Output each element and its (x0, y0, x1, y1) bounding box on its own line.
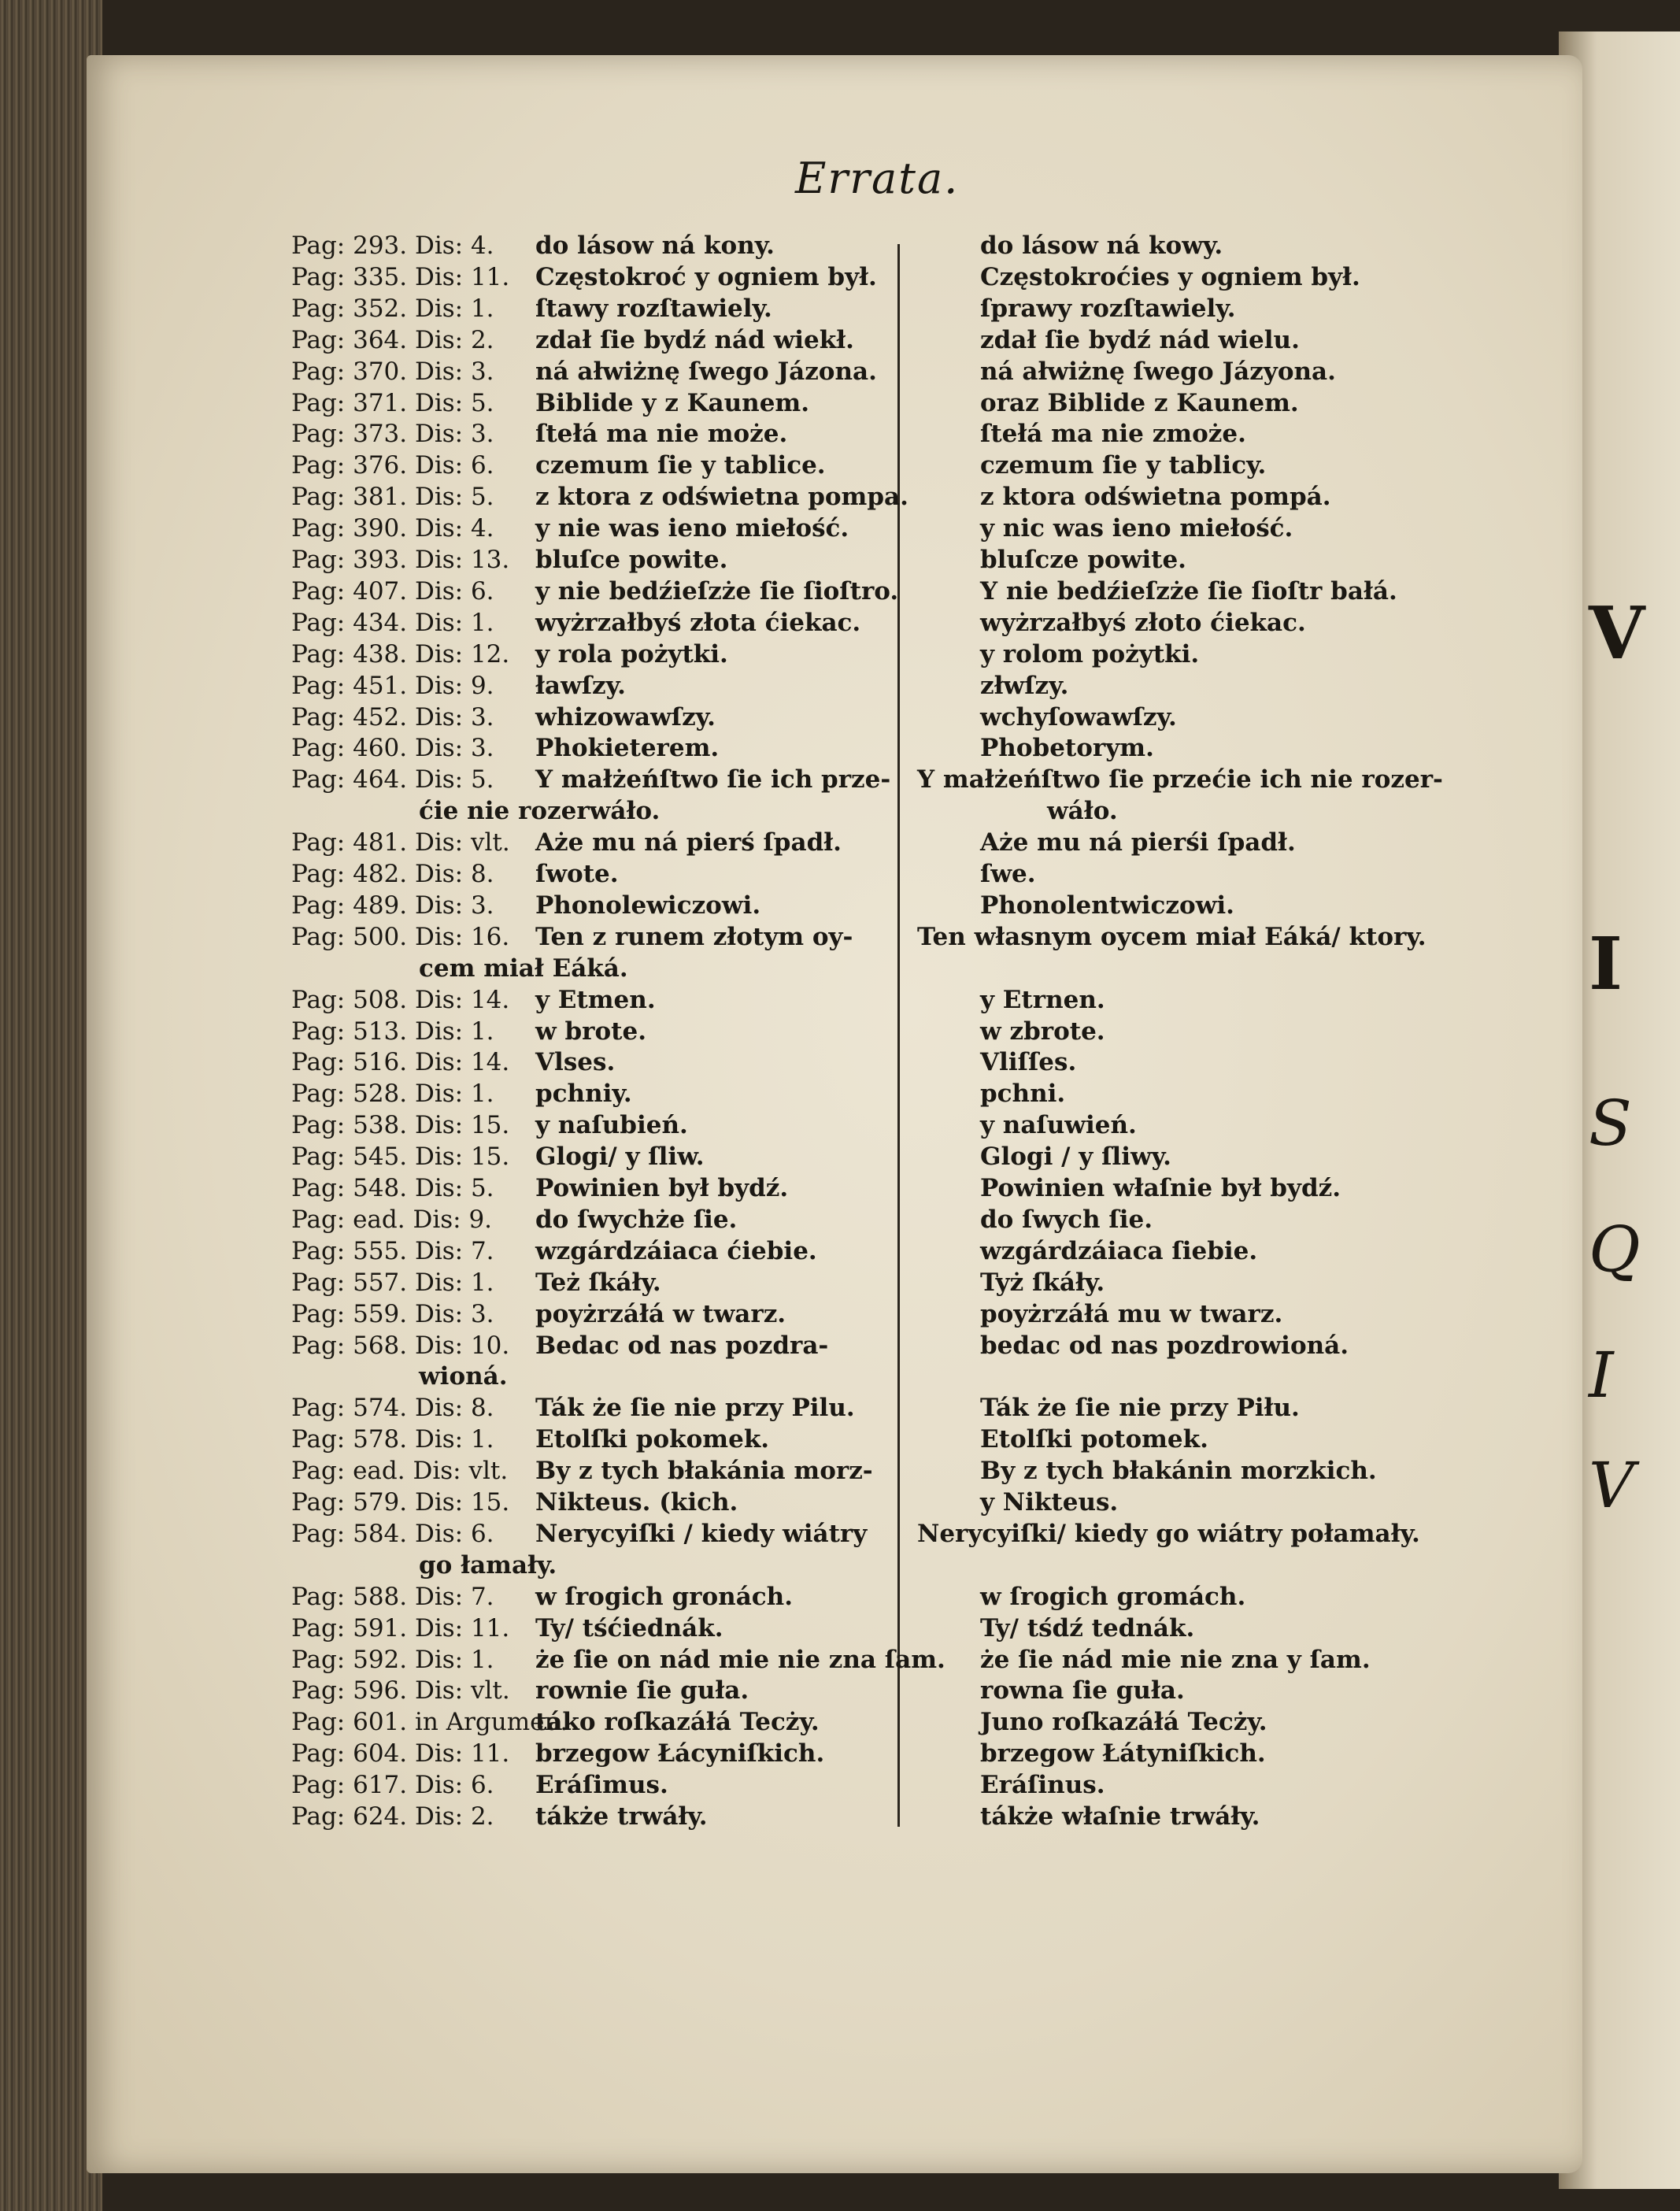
errata-error-text: z ktora z odświetna pompa. (535, 483, 908, 511)
facing-page-fragment: I (1589, 921, 1623, 1006)
errata-correction-text: bedac od nas pozdrowioná. (980, 1331, 1349, 1360)
errata-correction-text: bluſcze powite. (980, 546, 1186, 574)
errata-location: Pag: 452. Dis: 3. (291, 703, 494, 731)
errata-location: Pag: ead. Dis: vlt. (291, 1457, 509, 1485)
errata-location: Pag: 293. Dis: 4. (291, 231, 494, 260)
errata-location: Pag: 516. Dis: 14. (291, 1048, 510, 1076)
errata-correction-text: Juno roſkazáłá Tecży. (980, 1708, 1267, 1736)
errata-correction-text: Y nie bedźieſzże ſie ſioſtr bałá. (980, 577, 1397, 606)
errata-location: Pag: 588. Dis: 7. (291, 1583, 494, 1611)
errata-correction-text: y nic was ieno miełość. (980, 514, 1293, 543)
errata-location: Pag: 335. Dis: 11. (291, 263, 510, 291)
errata-error-text: Ty/ tśćiednák. (535, 1614, 723, 1643)
errata-correction-text: w ſrogich gromách. (980, 1583, 1246, 1611)
errata-correction-text: Etolſki potomek. (980, 1425, 1208, 1454)
errata-error-text: y naſubień. (535, 1111, 688, 1139)
errata-correction-text: poyżrzáłá mu w twarz. (980, 1300, 1283, 1328)
errata-correction-text: tákże właſnie trwáły. (980, 1802, 1260, 1831)
errata-error-text: Nikteus. (kich. (535, 1488, 738, 1517)
errata-location: Pag: 601. in Argumen. (291, 1708, 568, 1736)
errata-error-text: do ſwychże ſie. (535, 1205, 738, 1234)
errata-error-text: Nerycyiſki / kiedy wiátry (535, 1520, 868, 1548)
errata-location: Pag: 451. Dis: 9. (291, 672, 494, 700)
errata-error-text: do lásow ná kony. (535, 231, 775, 260)
errata-error-text: Ten z runem złotym oy- (535, 923, 853, 951)
errata-correction-text: rowna ſie guła. (980, 1676, 1185, 1705)
errata-correction-text: z ktora odświetna pompá. (980, 483, 1331, 511)
errata-location: Pag: 617. Dis: 6. (291, 1771, 494, 1799)
errata-error-text: whizowawſzy. (535, 703, 716, 731)
errata-correction-text: do ſwych ſie. (980, 1205, 1153, 1234)
errata-error-text: ćie nie rozerwáło. (419, 797, 661, 825)
errata-correction-text: ſtełá ma nie zmoże. (980, 420, 1246, 448)
errata-error-text: w brote. (535, 1017, 646, 1046)
errata-correction-text: brzegow Łátyniſkich. (980, 1739, 1266, 1768)
errata-correction-text: że ſie nád mie nie zna y ſam. (980, 1646, 1371, 1674)
errata-correction-text: Ták że ſie nie przy Piłu. (980, 1394, 1300, 1422)
errata-correction-text: Nerycyiſki/ kiedy go wiátry połamały. (917, 1520, 1420, 1548)
errata-correction-text: ſwe. (980, 860, 1036, 888)
errata-error-text: y nie bedźieſzże ſie ſioſtro. (535, 577, 899, 606)
errata-error-text: tákże trwáły. (535, 1802, 708, 1831)
errata-error-text: że ſie on nád mie nie zna ſam. (535, 1646, 945, 1674)
errata-correction-text: y rolom pożytki. (980, 640, 1200, 668)
errata-location: Pag: 438. Dis: 12. (291, 640, 510, 668)
errata-error-text: By z tych błakánia morz- (535, 1457, 873, 1485)
errata-correction-text: Glogi / y ſliwy. (980, 1143, 1171, 1171)
errata-correction-text: y naſuwień. (980, 1111, 1137, 1139)
errata-location: Pag: 604. Dis: 11. (291, 1739, 510, 1768)
errata-error-text: Częstokroć y ogniem był. (535, 263, 877, 291)
errata-error-text: Glogi/ y ſliw. (535, 1143, 705, 1171)
errata-error-text: Ták że ſie nie przy Pilu. (535, 1394, 855, 1422)
errata-correction-text: zdał ſie bydź nád wielu. (980, 326, 1300, 354)
errata-correction-text: Częstokroćies y ogniem był. (980, 263, 1360, 291)
errata-correction-text: Ten własnym oycem miał Eáká/ ktory. (917, 923, 1427, 951)
errata-location: Pag: 513. Dis: 1. (291, 1017, 494, 1046)
errata-location: Pag: 407. Dis: 6. (291, 577, 494, 606)
errata-correction-text: y Nikteus. (980, 1488, 1119, 1517)
errata-correction-text: Aże mu ná pierśi ſpadł. (980, 828, 1296, 857)
errata-error-text: Vlses. (535, 1048, 616, 1076)
errata-error-text: ſtawy rozſtawiely. (535, 294, 772, 323)
errata-location: Pag: 393. Dis: 13. (291, 546, 510, 574)
errata-location: Pag: 434. Dis: 1. (291, 609, 494, 637)
errata-location: Pag: 584. Dis: 6. (291, 1520, 494, 1548)
errata-location: Pag: 538. Dis: 15. (291, 1111, 510, 1139)
errata-correction-text: Ty/ tśdź tednák. (980, 1614, 1195, 1643)
page-title: Errata. (795, 154, 960, 203)
errata-location: Pag: 579. Dis: 15. (291, 1488, 510, 1517)
errata-correction-text: wzgárdzáiaca ſiebie. (980, 1237, 1258, 1265)
errata-location: Pag: 352. Dis: 1. (291, 294, 494, 323)
errata-correction-text: Y małżeńſtwo ſie przećie ich nie rozer- (917, 765, 1443, 794)
errata-location: Pag: ead. Dis: 9. (291, 1205, 493, 1234)
errata-location: Pag: 464. Dis: 5. (291, 765, 494, 794)
errata-location: Pag: 481. Dis: vlt. (291, 828, 510, 857)
errata-correction-text: wyżrzałbyś złoto ćiekac. (980, 609, 1306, 637)
errata-location: Pag: 624. Dis: 2. (291, 1802, 494, 1831)
errata-correction-text: wáło. (1047, 797, 1118, 825)
errata-error-text: pchniy. (535, 1080, 632, 1108)
errata-error-text: w ſrogich gronách. (535, 1583, 793, 1611)
errata-correction-text: Powinien właſnie był bydź. (980, 1174, 1341, 1202)
errata-location: Pag: 371. Dis: 5. (291, 389, 494, 417)
errata-error-text: rownie ſie guła. (535, 1676, 749, 1705)
errata-error-text: táko roſkazáłá Tecży. (535, 1708, 820, 1736)
errata-location: Pag: 568. Dis: 10. (291, 1331, 510, 1360)
facing-page-fragment: Q (1589, 1213, 1641, 1286)
errata-location: Pag: 364. Dis: 2. (291, 326, 494, 354)
errata-correction-text: złwſzy. (980, 672, 1069, 700)
errata-error-text: ſtełá ma nie może. (535, 420, 788, 448)
errata-error-text: Phokieterem. (535, 734, 720, 762)
errata-error-text: Y małżeńſtwo ſie ich prze- (535, 765, 891, 794)
facing-page-fragment: S (1589, 1087, 1632, 1160)
errata-error-text: Bedac od nas pozdra- (535, 1331, 829, 1360)
errata-correction-text: oraz Biblide z Kaunem. (980, 389, 1299, 417)
errata-location: Pag: 460. Dis: 3. (291, 734, 494, 762)
errata-error-text: y rola pożytki. (535, 640, 728, 668)
facing-page-fragment: I (1589, 1339, 1614, 1412)
errata-error-text: cem miał Eáká. (419, 954, 628, 983)
errata-error-text: Też ſkáły. (535, 1268, 661, 1297)
errata-location: Pag: 578. Dis: 1. (291, 1425, 494, 1454)
errata-error-text: y nie was ieno miełość. (535, 514, 849, 543)
errata-location: Pag: 592. Dis: 1. (291, 1646, 494, 1674)
errata-error-text: Powinien był bydź. (535, 1174, 789, 1202)
errata-error-text: wyżrzałbyś złota ćiekac. (535, 609, 861, 637)
errata-location: Pag: 373. Dis: 3. (291, 420, 494, 448)
errata-correction-text: pchni. (980, 1080, 1066, 1108)
errata-error-text: bluſce powite. (535, 546, 728, 574)
errata-error-text: Etolſki pokomek. (535, 1425, 770, 1454)
errata-location: Pag: 596. Dis: vlt. (291, 1676, 510, 1705)
errata-correction-text: Eráſinus. (980, 1771, 1105, 1799)
errata-correction-text: w zbrote. (980, 1017, 1105, 1046)
errata-location: Pag: 555. Dis: 7. (291, 1237, 494, 1265)
errata-correction-text: Phobetorym. (980, 734, 1154, 762)
errata-error-text: ſwote. (535, 860, 619, 888)
errata-location: Pag: 390. Dis: 4. (291, 514, 494, 543)
errata-error-text: y Etmen. (535, 986, 656, 1014)
errata-error-text: wzgárdzáiaca ćiebie. (535, 1237, 817, 1265)
errata-error-text: zdał ſie bydź nád wiekł. (535, 326, 854, 354)
errata-error-text: brzegow Łácyniſkich. (535, 1739, 825, 1768)
errata-error-text: czemum ſie y tablice. (535, 451, 826, 480)
errata-error-text: go łamały. (419, 1551, 557, 1580)
errata-error-text: Eráſimus. (535, 1771, 668, 1799)
facing-page-fragment: V (1589, 1449, 1634, 1522)
errata-error-text: wioná. (419, 1362, 508, 1391)
errata-error-text: ławſzy. (535, 672, 626, 700)
errata-location: Pag: 591. Dis: 11. (291, 1614, 510, 1643)
errata-correction-text: ná ałwiżnę ſwego Jázyona. (980, 357, 1336, 386)
errata-correction-text: ſprawy rozſtawiely. (980, 294, 1236, 323)
errata-error-text: Phonolewiczowi. (535, 891, 761, 920)
errata-location: Pag: 559. Dis: 3. (291, 1300, 494, 1328)
errata-location: Pag: 545. Dis: 15. (291, 1143, 510, 1171)
errata-correction-text: Phonolentwiczowi. (980, 891, 1234, 920)
errata-correction-text: By z tych błakánin morzkich. (980, 1457, 1377, 1485)
errata-error-text: Biblide y z Kaunem. (535, 389, 810, 417)
errata-correction-text: Vliſſes. (980, 1048, 1077, 1076)
errata-error-text: ná ałwiżnę ſwego Jázona. (535, 357, 877, 386)
errata-error-text: poyżrzáłá w twarz. (535, 1300, 786, 1328)
errata-correction-text: czemum ſie y tablicy. (980, 451, 1267, 480)
errata-correction-text: do lásow ná kowy. (980, 231, 1223, 260)
errata-location: Pag: 381. Dis: 5. (291, 483, 494, 511)
errata-error-text: Aże mu ná pierś ſpadł. (535, 828, 842, 857)
errata-correction-text: y Etrnen. (980, 986, 1105, 1014)
errata-location: Pag: 500. Dis: 16. (291, 923, 510, 951)
errata-location: Pag: 548. Dis: 5. (291, 1174, 494, 1202)
errata-location: Pag: 528. Dis: 1. (291, 1080, 494, 1108)
errata-location: Pag: 370. Dis: 3. (291, 357, 494, 386)
errata-location: Pag: 557. Dis: 1. (291, 1268, 494, 1297)
errata-location: Pag: 574. Dis: 8. (291, 1394, 494, 1422)
errata-location: Pag: 508. Dis: 14. (291, 986, 510, 1014)
facing-page-fragment: V (1589, 591, 1645, 676)
errata-location: Pag: 489. Dis: 3. (291, 891, 494, 920)
errata-location: Pag: 376. Dis: 6. (291, 451, 494, 480)
errata-correction-text: wchyſowawſzy. (980, 703, 1177, 731)
errata-location: Pag: 482. Dis: 8. (291, 860, 494, 888)
errata-correction-text: Tyż ſkáły. (980, 1268, 1105, 1297)
